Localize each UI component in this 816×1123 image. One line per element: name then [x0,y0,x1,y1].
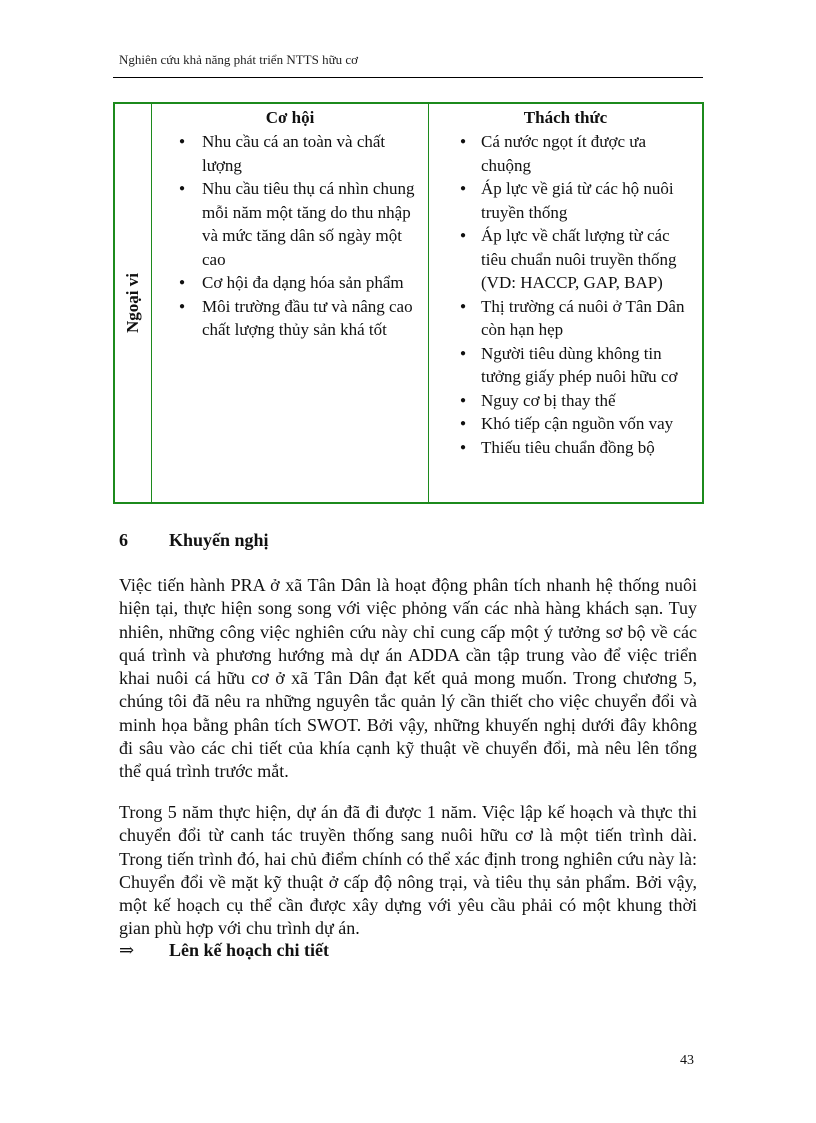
list-item: ● Nhu cầu cá an toàn và chất lượng [152,130,428,177]
swot-side-label: Ngoại vi [123,273,142,333]
subheading [119,940,329,961]
paragraph-2: Trong 5 năm thực hiện, dự án đã đi được 1 năm. Việc lập kế hoạch và thực thi chuyển đổi từ canh tác truyền thống sang nuôi hữu cơ là một tiến trình dài. Trong tiến trình đó, hai chủ điểm chính có thể xác định trong nghiên cứu này là: Chuyển đổi về mặt kỹ thuật ở cấp độ nông trại, và tiêu thụ sản phẩm. Bởi vậy, một kế hoạch cụ thể cần được xây dựng với yêu cầu phải có một khung thời gian phù hợp với chu trình dự án. [119,802,697,939]
list-item: ● Áp lực về giá từ các hộ nuôi truyền thống [429,177,702,224]
opportunities-list [152,130,428,342]
swot-row [114,103,703,503]
paragraph-1: Việc tiến hành PRA ở xã Tân Dân là hoạt động phân tích nhanh hệ thống nuôi hiện tại, thực hiện song song với việc phỏng vấn các nhà hàng khách sạn. Tuy nhiên, những công việc nghiên cứu này chỉ cung cấp một ý tưởng sơ bộ về các quá trình và phương hướng mà dự án ADDA cần tập trung vào để việc triển khai nuôi cá hữu cơ ở xã Tân Dân đạt kết quả mong muốn. Trong chương 5, chúng tôi đã nêu ra những nguyên tắc quản lý cần thiết cho việc chuyển đổi và minh họa bằng phân tích SWOT. Bởi vậy, những khuyến nghị dưới đây không đi sâu vào các chi tiết của khía cạnh kỹ thuật về chuyển đổi, mà nêu lên tổng thể quá trình trước mắt. [119,575,697,782]
list-item: ● Người tiêu dùng không tin tưởng giấy phép nuôi hữu cơ [429,342,702,389]
opportunities-cell [152,103,429,503]
opportunities-title: Cơ hội [265,108,315,127]
section-heading [119,530,269,551]
list-item: ● Môi trường đầu tư và nâng cao chất lượng thủy sản khá tốt [152,295,428,342]
list-item: ● Thiếu tiêu chuẩn đồng bộ [429,436,702,460]
swot-side-cell [114,103,152,503]
swot-table [113,102,704,504]
header-rule [113,77,703,78]
section-number: 6 [119,530,128,550]
list-item: ● Cơ hội đa dạng hóa sản phẩm [152,271,428,295]
section-title: Khuyến nghị [169,530,269,550]
list-item: ● Nguy cơ bị thay thế [429,389,702,413]
page-number: 43 [680,1053,694,1068]
list-item: ● Cá nước ngọt ít được ưa chuộng [429,130,702,177]
implies-arrow-icon: ⇒ [119,940,135,960]
threats-list [429,130,702,459]
running-header: Nghiên cứu khả năng phát triển NTTS hữu cơ [119,52,359,67]
subheading-text: Lên kế hoạch chi tiết [169,940,329,960]
threats-cell [429,103,704,503]
list-item: ● Nhu cầu tiêu thụ cá nhìn chung mỗi năm một tăng do thu nhập và mức tăng dân số ngày một cao [152,177,428,271]
list-item: ● Áp lực về chất lượng từ các tiêu chuẩn nuôi truyền thống (VD: HACCP, GAP, BAP) [429,224,702,295]
threats-title: Thách thức [523,108,608,127]
list-item: ● Thị trường cá nuôi ở Tân Dân còn hạn hẹp [429,295,702,342]
list-item: ● Khó tiếp cận nguồn vốn vay [429,412,702,436]
